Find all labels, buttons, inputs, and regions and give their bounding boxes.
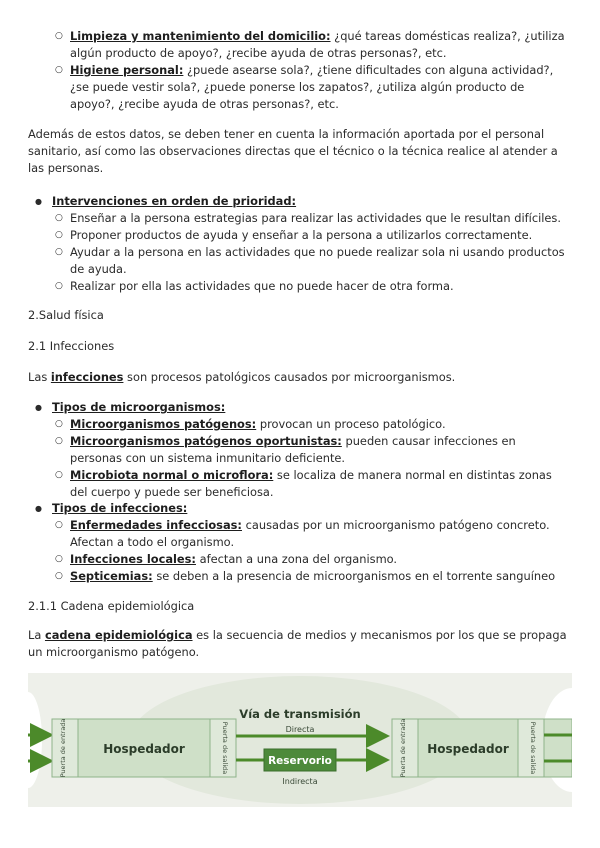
transmission-title: Vía de transmisión xyxy=(239,707,361,721)
term: Microorganismos patógenos: xyxy=(70,417,257,431)
list-item xyxy=(70,416,570,433)
list-item xyxy=(70,517,570,551)
list-item: ○ Enseñar a la persona estrategias para realizar las actividades que le resultan difíciles. xyxy=(70,210,570,227)
list-heading xyxy=(52,500,572,517)
list-item: ○ Proponer productos de ayuda y enseñar a la persona a utilizarlos correctamente. xyxy=(70,227,570,244)
list-item xyxy=(70,433,570,467)
tipos-infecciones-heading: Tipos de infecciones: xyxy=(52,501,188,515)
term: cadena epidemiológica xyxy=(44,628,193,642)
term: Septicemias: xyxy=(70,569,153,583)
list-item xyxy=(70,62,570,113)
tipos-micro-heading: Tipos de microorganismos: xyxy=(52,400,226,414)
term: Infecciones locales: xyxy=(70,552,196,566)
section-heading: 2.1 Infecciones xyxy=(28,339,115,353)
list-item-text: causadas por un microorganismo patógeno concreto. Afectan a todo el organismo. xyxy=(70,518,550,549)
exit-right-label: Puerta de salida xyxy=(529,721,537,775)
section-heading: 2.Salud física xyxy=(28,308,104,322)
section-heading: 2.1.1 Cadena epidemiológica xyxy=(28,599,195,613)
direct-label: Directa xyxy=(285,725,315,734)
host-right-label: Hospedador xyxy=(427,742,509,756)
list-item: ○ Realizar por ella las actividades que no puede hacer de otra forma. xyxy=(70,278,570,295)
term: Microbiota normal o microflora: xyxy=(70,468,274,482)
term: Limpieza y mantenimiento del domicilio: xyxy=(70,29,331,43)
reservoir-label: Reservorio xyxy=(268,755,332,767)
term: Enfermedades infecciosas: xyxy=(70,518,242,532)
entry-left-label: Puerta de entrada xyxy=(59,718,67,778)
term: Higiene personal: xyxy=(70,63,184,77)
text: son procesos patológicos causados por microorganismos. xyxy=(123,370,456,384)
list-item-text: pueden causar infecciones en personas con un sistema inmunitario deficiente. xyxy=(70,434,516,465)
term: Microorganismos patógenos oportunistas: xyxy=(70,434,342,448)
list-item: ○ Ayudar a la persona en las actividades que no puede realizar sola ni usando productos de ayuda. xyxy=(70,244,570,278)
list-heading xyxy=(52,193,572,210)
text: es la secuencia de medios y mecanismos por los que se propaga un microorganismo patógeno. xyxy=(28,628,567,659)
indirect-label: Indirecta xyxy=(282,777,318,786)
list-item-text: ¿puede asearse sola?, ¿tiene dificultades con alguna actividad?, ¿se puede vestir sola?, ¿puede ponerse los zapatos?, ¿utiliza algún producto de apoyo?, ¿recibe ayuda de otras personas?, etc. xyxy=(70,63,554,111)
list-item-text: afectan a una zona del organismo. xyxy=(195,552,398,566)
list-item-text: provocan un proceso patológico. xyxy=(256,417,446,431)
diagram-svg xyxy=(28,673,572,807)
paragraph xyxy=(28,369,573,386)
text: La xyxy=(28,628,45,642)
list-item xyxy=(70,28,570,62)
list-item-text: ¿qué tareas domésticas realiza?, ¿utiliza algún producto de apoyo?, ¿recibe ayuda de otras personas?, etc. xyxy=(70,29,565,60)
term: infecciones xyxy=(50,370,124,384)
host-left-label: Hospedador xyxy=(103,742,185,756)
list-item-text: se deben a la presencia de microorganismos en el torrente sanguíneo xyxy=(152,569,556,583)
list-item xyxy=(70,551,570,568)
list-heading xyxy=(52,399,572,416)
exit-left-label: Puerta de salida xyxy=(221,721,229,775)
entry-right-label: Puerta de entrada xyxy=(399,718,407,778)
text: Las xyxy=(28,370,51,384)
interventions-heading: Intervenciones en orden de prioridad: xyxy=(52,194,297,208)
list-item xyxy=(70,568,570,585)
list-item xyxy=(70,467,570,501)
list-item-text: se localiza de manera normal en distintas zonas del cuerpo y puede ser beneficiosa. xyxy=(70,468,552,499)
paragraph xyxy=(28,627,573,661)
paragraph: Además de estos datos, se deben tener en cuenta la información aportada por el personal sanitario, así como las observaciones directas que el técnico o la técnica realice al atender a las personas. xyxy=(28,127,558,175)
epidemiological-chain-diagram xyxy=(28,673,572,807)
